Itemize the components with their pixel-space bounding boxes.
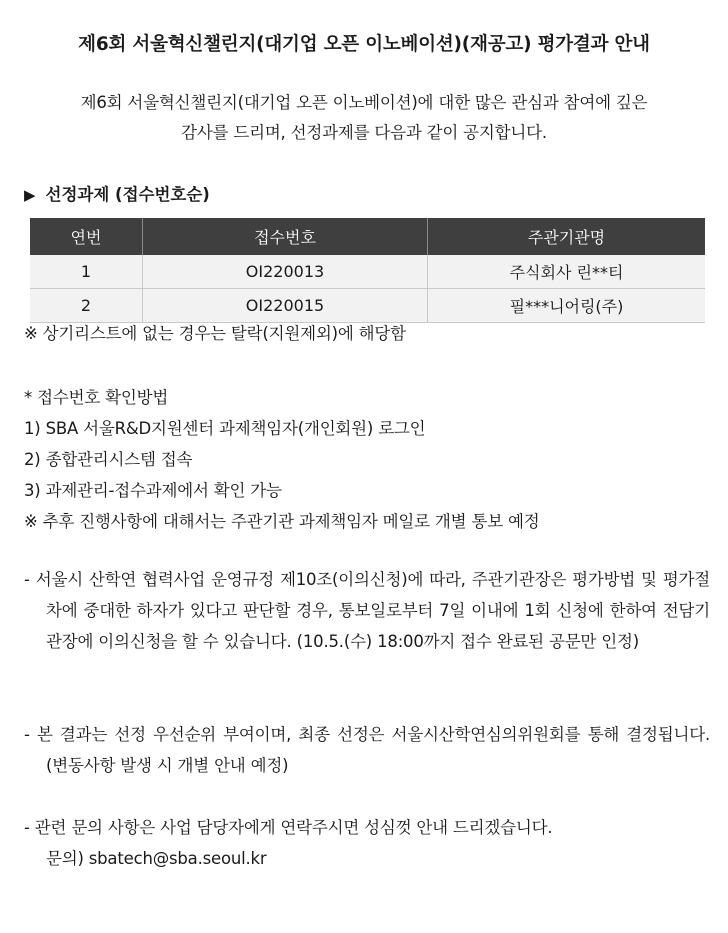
check-step-3: 3) 과제관리-접수과제에서 확인 가능 <box>24 481 282 500</box>
section-heading <box>24 181 210 205</box>
selection-table <box>30 218 705 323</box>
check-step-2: 2) 종합관리시스템 접속 <box>24 450 193 469</box>
follow-up-note: ※ 추후 진행사항에 대해서는 주관기관 과제책임자 메일로 개별 통보 예정 <box>24 512 540 531</box>
contact-paragraph <box>24 812 710 874</box>
cell-receipt-number: OI220015 <box>143 289 428 323</box>
header-receipt-number: 접수번호 <box>143 218 428 255</box>
appeal-text: - 서울시 산학연 협력사업 운영규정 제10조(이의신청)에 따라, 주관기관장은 평가방법 및 평가절차에 중대한 하자가 있다고 판단할 경우, 통보일로부터 7일 이내에 1회 신청에 한하여 전담기관장에 이의신청을 할 수 있습니다. (10.5.(수) 18:00까지 접수 완료된 공문만 인정) <box>24 570 710 651</box>
excluded-note: ※ 상기리스트에 없는 경우는 탈락(지원제외)에 해당함 <box>24 324 406 343</box>
cell-number: 1 <box>30 255 143 289</box>
appeal-paragraph <box>24 564 710 657</box>
final-selection-text: - 본 결과는 선정 우선순위 부여이며, 최종 선정은 서울시산학연심의위원회를 통해 결정됩니다. (변동사항 발생 시 개별 안내 예정) <box>24 725 710 775</box>
table-row <box>30 255 705 289</box>
check-step-1: 1) SBA 서울R&D지원센터 과제책임자(개인회원) 로그인 <box>24 419 426 438</box>
contact-email-line <box>24 843 710 874</box>
cell-institution: 필***니어링(주) <box>428 289 706 323</box>
page-title: 제6회 서울혁신챌린지(대기업 오픈 이노베이션)(재공고) 평가결과 안내 <box>78 34 650 55</box>
triangle-bullet-icon: ▶ <box>24 186 36 204</box>
cell-institution: 주식회사 린**티 <box>428 255 706 289</box>
table-row <box>30 289 705 323</box>
header-institution: 주관기관명 <box>428 218 706 255</box>
header-number: 연번 <box>30 218 143 255</box>
intro-line-2: 감사를 드리며, 선정과제를 다음과 같이 공지합니다. <box>181 123 547 142</box>
contact-email-link[interactable]: sbatech@sba.seoul.kr <box>88 849 267 868</box>
final-selection-paragraph <box>24 719 710 781</box>
cell-receipt-number: OI220013 <box>143 255 428 289</box>
check-method-heading: * 접수번호 확인방법 <box>24 388 169 407</box>
intro-line-1: 제6회 서울혁신챌린지(대기업 오픈 이노베이션)에 대한 많은 관심과 참여에 깊은 <box>80 93 648 112</box>
cell-number: 2 <box>30 289 143 323</box>
table-header-row <box>30 218 705 255</box>
section-heading-label: 선정과제 (접수번호순) <box>45 185 210 204</box>
contact-email-label: 문의) <box>46 849 84 868</box>
contact-text: - 관련 문의 사항은 사업 담당자에게 연락주시면 성심껏 안내 드리겠습니다. <box>24 818 553 837</box>
intro-text <box>24 88 704 148</box>
